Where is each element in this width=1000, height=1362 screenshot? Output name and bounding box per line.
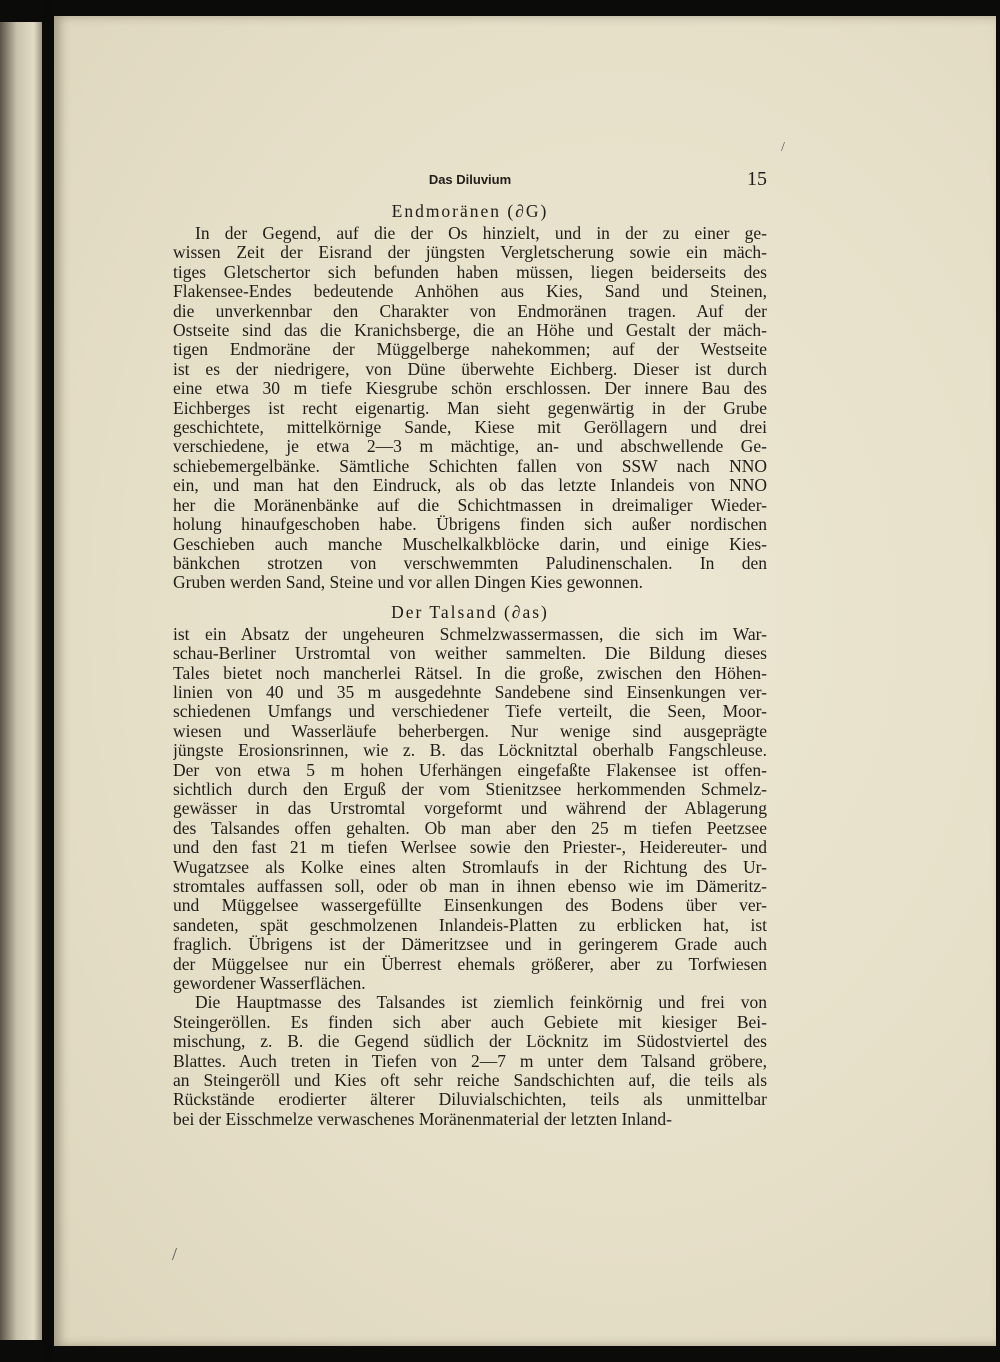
text-line: Flakensee-Endes bedeutende Anhöhen aus Kies, Sand und Steinen, — [173, 282, 767, 302]
text-line: mischung, z. B. die Gegend südlich der Löcknitz im Südostviertel des — [173, 1032, 767, 1052]
paragraph — [173, 224, 767, 593]
text-line: Ostseite sind das die Kranichsberge, die an Höhe und Gestalt der mäch- — [173, 321, 767, 341]
stray-pencil-mark: / — [781, 140, 785, 155]
book-gutter — [42, 0, 54, 1362]
text-line: geschichtete, mittelkörnige Sande, Kiese mit Geröllagern und drei — [173, 418, 767, 438]
text-line: Wugatzsee als Kolke eines alten Stromlaufs in der Richtung des Ur- — [173, 857, 767, 877]
text-line: eine etwa 30 m tiefe Kiesgrube schön erschlossen. Der innere Bau des — [173, 379, 767, 399]
text-line: verschiedene, je etwa 2—3 m mächtige, an- und abschwellende Ge- — [173, 437, 767, 457]
running-head — [173, 168, 767, 190]
text-line: Geschieben auch manche Muschelkalkblöcke darin, und einige Kies- — [173, 534, 767, 554]
paragraph — [173, 993, 767, 1129]
text-line: Gruben werden Sand, Steine und vor allen Dingen Kies gewonnen. — [173, 573, 643, 593]
text-line: die unverkennbar den Charakter von Endmoränen tragen. Auf der — [173, 301, 767, 321]
page-content — [173, 168, 767, 1129]
text-line: In der Gegend, auf die der Os hinzielt, und in der zu einer ge- — [195, 224, 767, 243]
text-line: her die Moränenbänke auf die Schichtmassen in dreimaliger Wieder- — [173, 495, 767, 515]
text-line: und Müggelsee wassergefüllte Einsenkungen des Bodens über ver- — [173, 896, 767, 916]
text-line: des Talsandes offen gehalten. Ob man aber den 25 m tiefen Peetzsee — [173, 818, 767, 838]
text-line: wiesen und Wasserläufe beherbergen. Nur wenige sind ausgeprägte — [173, 721, 767, 741]
text-line: gewordener Wasserflächen. — [173, 974, 366, 994]
text-line: schiebemergelbänke. Sämtliche Schichten fallen von SSW nach NNO — [173, 456, 767, 476]
text-line: sichtlich durch den Erguß der vom Stienitzsee herkommenden Schmelz- — [173, 779, 767, 799]
running-head-title: Das Diluvium — [428, 172, 512, 187]
text-line: Die Hauptmasse des Talsandes ist ziemlich feinkörnig und frei von — [195, 993, 767, 1013]
text-line: jüngste Erosionsrinnen, wie z. B. das Löcknitztal oberhalb Fangschleuse. — [173, 741, 767, 761]
page-number: 15 — [747, 168, 767, 190]
paragraph — [173, 625, 767, 994]
text-line: sandeten, spät geschmolzenen Inlandeis-Platten zu erblicken hat, ist — [173, 915, 767, 935]
text-line: ist es der niedrigere, von Düne überwehte Eichberg. Dieser ist durch — [173, 359, 767, 379]
text-line: Eichberges ist recht eigenartig. Man sieht gegenwärtig in der Grube — [173, 398, 767, 418]
text-line: tiges Gletschertor sich befunden haben müssen, liegen beiderseits des — [173, 262, 767, 282]
stray-pencil-mark: / — [172, 1244, 178, 1264]
text-line: linien von 40 und 35 m ausgedehnte Sandebene sind Einsenkungen ver- — [173, 682, 767, 702]
text-line: schiedenen Umfangs und verschiedener Tiefe verteilt, die Seen, Moor- — [173, 702, 767, 722]
text-line: bei der Eisschmelze verwaschenes Moränenmaterial der letzten Inland- — [173, 1109, 673, 1129]
text-line: Tales bietet noch mancherlei Rätsel. In die große, zwischen den Höhen- — [173, 663, 767, 683]
text-line: bänkchen strotzen von verschwemmten Paludinenschalen. In den — [173, 553, 767, 573]
text-line: Rückstände erodierter älterer Diluvialschichten, teils als unmittelbar — [173, 1090, 767, 1110]
text-line: wissen Zeit der Eisrand der jüngsten Vergletscherung sowie ein mäch- — [173, 243, 767, 263]
text-line: an Steingeröll und Kies oft sehr reiche Sandschichten auf, die teils als — [173, 1071, 767, 1091]
text-line: fraglich. Übrigens ist der Dämeritzsee und in geringerem Grade auch — [173, 935, 767, 955]
text-line: ist ein Absatz der ungeheuren Schmelzwassermassen, die sich im War- — [173, 624, 767, 644]
text-line: stromtales auffassen soll, oder ob man in ihnen ebenso wie im Dämeritz- — [173, 877, 767, 896]
text-line: Blattes. Auch treten in Tiefen von 2—7 m unter dem Talsand gröbere, — [173, 1051, 767, 1071]
text-line: ein, und man hat den Eindruck, als ob das letzte Inlandeis von NNO — [173, 476, 767, 496]
text-line: und den fast 21 m tiefen Werlsee sowie den Priester-, Heidereuter- und — [173, 838, 767, 858]
section-heading: Endmoränen (∂G) — [391, 201, 549, 221]
text-line: tigen Endmoräne der Müggelberge nahekommen; auf der Westseite — [173, 340, 767, 360]
sections-container — [173, 200, 767, 1129]
text-line: Der von etwa 5 m hohen Uferhängen eingefaßte Flakensee ist offen- — [173, 760, 767, 780]
text-line: holung hinaufgeschoben habe. Übrigens finden sich außer nordischen — [173, 515, 767, 535]
text-line: Steingeröllen. Es finden sich aber auch Gebiete mit kiesiger Bei- — [173, 1012, 767, 1032]
previous-page-edge — [0, 22, 42, 1340]
text-line: der Müggelsee nur ein Überrest ehemals größerer, aber zu Torfwiesen — [173, 954, 767, 974]
text-line: gewässer in das Urstromtal vorgeformt und während der Ablagerung — [173, 799, 767, 819]
text-line: schau-Berliner Urstromtal von weither sammelten. Die Bildung dieses — [173, 644, 767, 664]
section-heading: Der Talsand (∂as) — [391, 601, 549, 622]
